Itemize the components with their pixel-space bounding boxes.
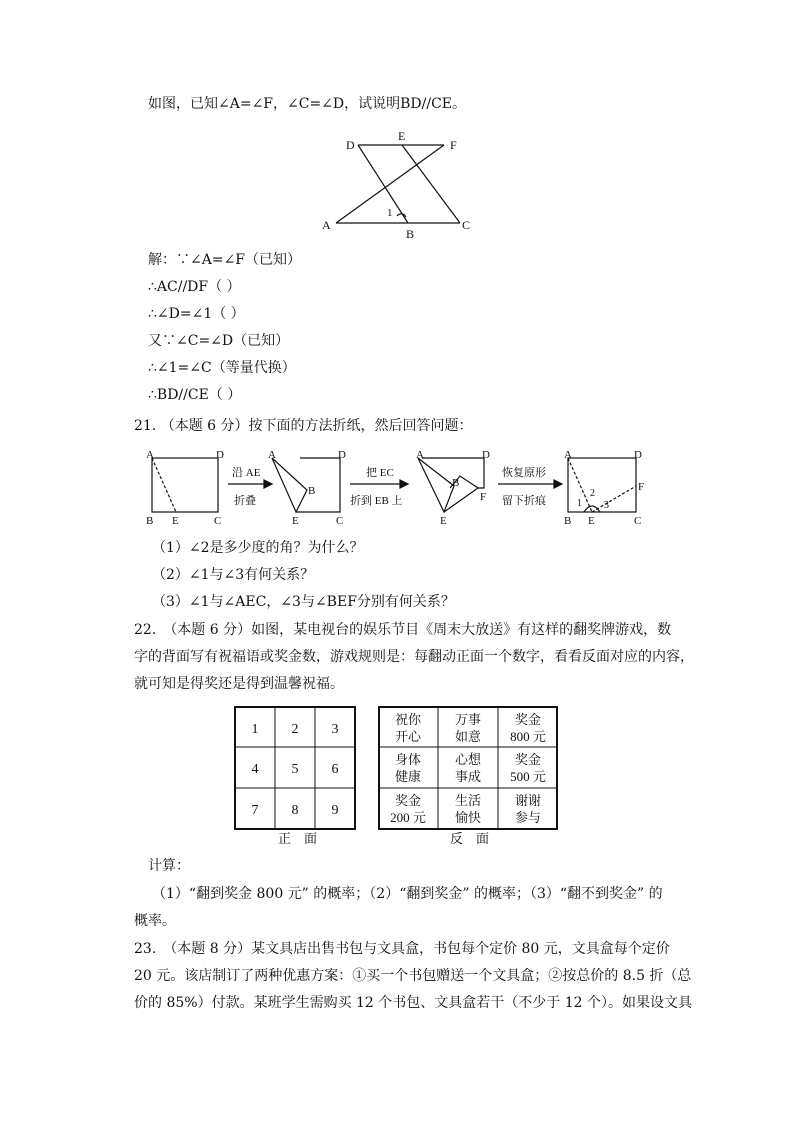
solution-line-5: ∴∠1=∠C（等量代换）	[148, 360, 296, 376]
back-cell-1-line1: 祝你	[394, 712, 422, 727]
q22-calc-label: 计算：	[148, 858, 190, 874]
q23-line-2: 20 元。该店制订了两种优惠方案：①买一个书包赠送一个文具盒；②按总价的 8.5 折（总	[134, 968, 692, 984]
front-cell-4[interactable]: 4	[251, 762, 259, 777]
front-cell-5[interactable]: 5	[291, 762, 299, 777]
back-cell-9-line1: 谢谢	[514, 793, 542, 808]
label-angle-1: 1	[387, 207, 393, 219]
front-cell-7[interactable]: 7	[251, 803, 259, 818]
front-cell-2[interactable]: 2	[291, 722, 299, 737]
p3-label-D: D	[482, 449, 490, 461]
arrow2-top-label: 把 EC	[366, 467, 394, 479]
back-grid	[378, 706, 558, 830]
label-D: D	[346, 138, 355, 152]
solution-line-4: 又∵∠C=∠D（已知）	[148, 333, 290, 349]
back-cell-4-line1: 身体	[394, 752, 422, 767]
label-E: E	[398, 129, 406, 143]
back-cell-5-line2: 事成	[454, 769, 482, 784]
front-cell-1[interactable]: 1	[251, 722, 259, 737]
p4-label-A: A	[564, 449, 572, 461]
parallel-lines-figure	[320, 125, 480, 240]
front-cell-8[interactable]: 8	[291, 803, 299, 818]
back-cell-1-line2: 开心	[394, 729, 422, 744]
solution-line-6: ∴BD//CE（ ）	[148, 387, 242, 403]
back-cell-3-line1: 奖金	[514, 712, 542, 727]
p4-label-E: E	[588, 515, 595, 527]
p1-label-E: E	[172, 515, 179, 527]
back-cell-9-line2: 参与	[514, 810, 542, 825]
arrow3-top-label: 恢复原形	[502, 467, 546, 479]
p3-label-F: F	[480, 491, 487, 503]
q21-stem: 21. （本题 6 分）按下面的方法折纸，然后回答问题：	[134, 418, 473, 434]
q23-line-1: 23. （本题 8 分）某文具店出售书包与文具盒，书包每个定价 80 元，文具盒每个定价	[134, 941, 670, 957]
back-cell-8-line1: 生活	[454, 793, 482, 808]
p4-label-D: D	[634, 449, 642, 461]
p4-label-C: C	[634, 515, 642, 527]
p2-label-D: D	[338, 449, 346, 461]
q22-line-1: 22. （本题 6 分）如图，某电视台的娱乐节目《周末大放送》有这样的翻奖牌游戏，数	[134, 622, 672, 638]
back-cell-7-line1: 奖金	[394, 793, 422, 808]
back-cell-2-line2: 如意	[454, 729, 482, 744]
back-cell-7-line2: 200 元	[390, 810, 426, 825]
back-cell-6-line2: 500 元	[510, 769, 546, 784]
back-cell-3-line2: 800 元	[510, 729, 546, 744]
front-grid	[234, 706, 356, 830]
label-F: F	[450, 138, 457, 152]
front-cell-9[interactable]: 9	[331, 803, 339, 818]
p3-label-B: B	[452, 477, 460, 489]
p4-angle-1: 1	[577, 498, 582, 509]
back-cell-4-line2: 健康	[394, 769, 422, 784]
p2-label-A: A	[268, 449, 276, 461]
label-B: B	[406, 227, 415, 240]
paper-folding-figure	[140, 446, 660, 530]
p4-angle-3: 3	[604, 500, 609, 511]
q22-line-3: 就可知是得奖还是得到温馨祝福。	[134, 676, 344, 692]
q23-line-3: 价的 85%）付款。某班学生需购买 12 个书包、文具盒若干（不少于 12 个）。如果设文具	[134, 995, 692, 1011]
arrow3-bottom-label: 留下折痕	[502, 495, 546, 507]
p1-label-B: B	[146, 515, 154, 527]
label-C: C	[462, 218, 471, 232]
back-cell-8-line2: 愉快	[454, 810, 482, 825]
q22-ask-line-2: 概率。	[134, 913, 176, 929]
back-cell-6-line1: 奖金	[514, 752, 542, 767]
p3-label-E: E	[440, 515, 447, 527]
p4-label-B: B	[564, 515, 572, 527]
p2-label-C: C	[336, 515, 344, 527]
back-cell-5-line1: 心想	[454, 752, 482, 767]
q22-ask-line-1: （1）“翻到奖金 800 元” 的概率；（2）“翻到奖金” 的概率；（3）“翻不到奖金” 的	[152, 886, 663, 902]
p4-angle-2: 2	[590, 488, 595, 499]
solution-line-2: ∴AC//DF（ ）	[148, 279, 241, 295]
p2-label-B: B	[308, 485, 316, 497]
front-cell-3[interactable]: 3	[331, 722, 339, 737]
p1-label-A: A	[146, 449, 154, 461]
q21-item-1: （1）∠2是多少度的角？为什么？	[152, 540, 364, 556]
q22-line-2: 字的背面写有祝福语或奖金数，游戏规则是：每翻动正面一个数字，看看反面对应的内容，	[134, 649, 694, 665]
p2-label-E: E	[292, 515, 299, 527]
front-caption: 正 面	[278, 832, 318, 847]
p1-label-C: C	[214, 515, 222, 527]
p4-label-F: F	[638, 481, 645, 493]
back-cell-2-line1: 万事	[454, 712, 482, 727]
solution-line-3: ∴∠D=∠1（ ）	[148, 306, 245, 322]
label-A: A	[322, 218, 331, 232]
back-caption: 反 面	[450, 832, 490, 847]
problem-intro: 如图，已知∠A=∠F，∠C=∠D，试说明BD//CE。	[148, 96, 467, 112]
solution-line-1: 解：∵∠A=∠F（已知）	[148, 252, 302, 268]
arrow1-bottom-label: 折叠	[234, 495, 256, 507]
arrow2-bottom-label: 折到 EB 上	[350, 495, 403, 507]
q21-item-2: （2）∠1与∠3有何关系？	[152, 567, 315, 583]
p1-label-D: D	[216, 449, 224, 461]
p3-label-A: A	[416, 449, 424, 461]
arrow1-top-label: 沿 AE	[232, 467, 261, 479]
front-cell-6[interactable]: 6	[331, 762, 339, 777]
q21-item-3: （3）∠1与∠AEC，∠3与∠BEF分别有何关系？	[152, 594, 455, 610]
